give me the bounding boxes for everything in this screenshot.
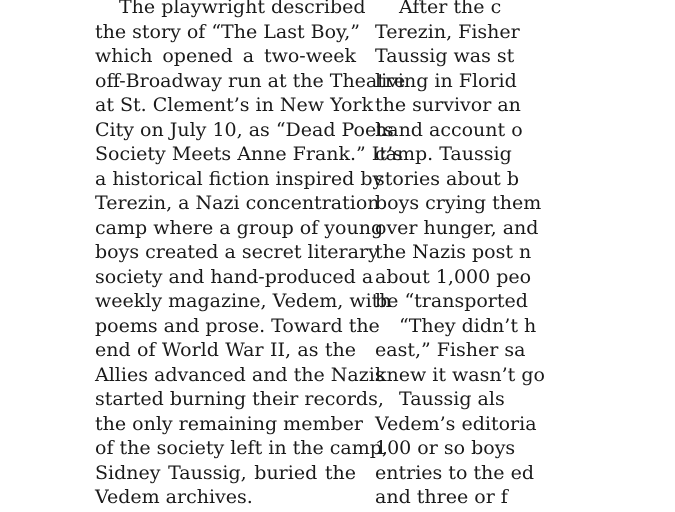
text-line: end of World War II, as the — [95, 339, 356, 361]
text-line: poems and prose. Toward the — [95, 314, 380, 337]
text-line: knew it wasn’t go — [375, 363, 545, 386]
text-line: Taussig was st — [375, 45, 515, 67]
text-line: camp where a group of young — [95, 216, 384, 239]
text-line: The playwright described — [119, 0, 366, 18]
text-line: Vedem archives. — [95, 486, 253, 508]
text-line: stories about b — [375, 167, 520, 190]
text-line: camp. Taussig — [375, 143, 512, 165]
text-line: Terezin, a Nazi concentration — [95, 192, 380, 214]
text-line: City on July 10, as “Dead Poets — [95, 118, 394, 141]
right-text-column — [375, 0, 675, 510]
text-line: Allies advanced and the Nazis — [95, 363, 385, 386]
text-line: east,” Fisher sa — [375, 339, 526, 361]
text-line: off-Broadway run at the Theatre — [95, 69, 406, 92]
text-line: over hunger, and — [375, 216, 539, 239]
text-line: 100 or so boys — [375, 437, 516, 459]
text-line: Taussig als — [399, 388, 505, 410]
left-text-column — [95, 0, 406, 510]
text-line: society and hand-produced a — [95, 265, 374, 288]
text-line: the only remaining member — [95, 412, 363, 435]
text-line: of the society left in the camp, — [95, 437, 388, 459]
text-line: be “transported — [375, 290, 528, 312]
text-line: about 1,000 peo — [375, 265, 532, 288]
text-line: entries to the ed — [375, 461, 534, 484]
text-line: Terezin, Fisher — [375, 20, 520, 43]
text-line: Vedem’s editoria — [375, 412, 537, 435]
text-line: which opened a two-week — [95, 45, 356, 67]
text-line: a historical fiction inspired by — [95, 167, 384, 190]
text-line: After the c — [399, 0, 502, 18]
text-line: boys crying them — [375, 192, 542, 214]
text-line: “They didn’t h — [399, 314, 537, 337]
text-line: the survivor an — [375, 94, 521, 116]
text-line: hand account o — [375, 118, 523, 141]
text-line: at St. Clement’s in New York — [95, 94, 374, 116]
text-line: and three or f — [375, 486, 508, 508]
text-line: the Nazis post n — [375, 241, 532, 263]
text-line: the story of “The Last Boy,” — [95, 20, 360, 43]
text-line: boys created a secret literary — [95, 241, 379, 263]
text-line: weekly magazine, Vedem, with — [95, 290, 392, 312]
text-line: Sidney Taussig, buried the — [95, 461, 356, 484]
text-line: Society Meets Anne Frank.” It’s — [95, 143, 403, 165]
text-line: living in Florid — [375, 69, 517, 92]
text-line: started burning their records, — [95, 388, 384, 410]
